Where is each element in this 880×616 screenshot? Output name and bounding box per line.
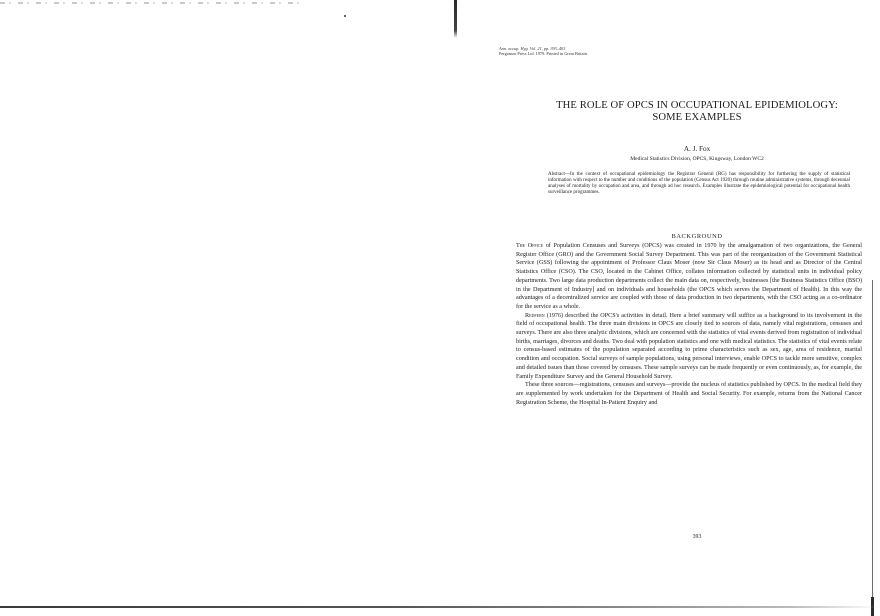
abstract <box>548 172 850 196</box>
abstract-label: Abstract <box>548 172 565 177</box>
body-paragraph-1 <box>516 242 862 312</box>
body-paragraph-2 <box>516 312 862 382</box>
page-edge-line <box>872 280 873 616</box>
paragraph-1-text: of Population Censuses and Surveys (OPCS) was created in 1970 by the amalgamation of two organizations, the General Register Office (GRO) and the Government Social Survey Department. This was part of the reorganization of the Government Statistical Service (GSS) following the appointment of Professor Claus Moser (now Sir Claus Moser) as its head and as Director of the Central Statistics Office (CSO). The CSO, located in the Cabinet Office, collates information collected by statistical units in individual policy departments. Two large data production departments collect the main data on, respectively, businesses [the Business Statistics Office (BSO) in the Department of Industry] and on individuals and households (the OPCS which serves the Department of Health). In this way the advantages of a decentralized service are coupled with those of data production in two departments, with the CSO acting as a co-ordinator for the service as a whole. <box>516 243 862 310</box>
journal-citation <box>499 46 669 57</box>
scan-bottom-edge <box>0 606 880 608</box>
abstract-text: —In the context of occupational epidemiology the Registrar General (RG) has responsibility for furthering the supply of statistical information with respect to the number and conditions of the population (Census Act 1920) through routine administrative systems, through decennial analyses of mortality by occupation and area, and through ad hoc research. Examples illustrate the epidemiological potential for occupational health surveillance programmes. <box>548 172 850 196</box>
scan-speck <box>344 15 346 17</box>
paragraph-2-lead: Redfern <box>525 312 545 319</box>
citation-line-1: Ann. occup. Hyg. Vol. 21, pp. 393–403 <box>499 46 566 51</box>
author-name: A. J. Fox <box>683 145 711 153</box>
book-gutter-shadow <box>454 0 457 38</box>
author-affiliation: Medical Statistics Division, OPCS, Kingsway, London WC2 <box>630 156 764 162</box>
title-line-2: SOME EXAMPLES <box>652 112 742 124</box>
body-paragraph-3: These three sources—registrations, censuses and surveys—provide the nucleus of statistics published by OPCS. In the medical field they are supplemented by work undertaken for the Department of Health and Social Security. For example, returns from the National Cancer Registration Scheme, the Hospital In-Patient Enquiry and <box>516 382 862 406</box>
citation-line-2: Pergamon Press Ltd. 1979. Printed in Great Britain <box>499 51 587 57</box>
scan-edge-noise <box>0 2 300 4</box>
page-number: 393 <box>692 534 702 540</box>
article-body <box>516 242 862 407</box>
article-title <box>512 100 880 124</box>
paragraph-1-lead: The Office <box>516 243 544 249</box>
paragraph-2-text: (1976) described the OPCS's activities in detail. Here a brief summary will suffice as a background to its involvement in the field of occupational health. The three main divisions in OPCS are closely tied to sources of data, namely vital registrations, censuses and surveys. There are also three analytic divisions, which are concerned with the statistics of vital events derived from registration of individual births, marriages, divorces and deaths. Two deal with population statistics and one with medical statistics. The statistics of vital events relate to census-based estimates of the population separated according to prime characteristics such as sex, age, area of residence, marital condition and occupation. Social surveys of sample populations, using personal interviews, enable OPCS to tackle more sensitive, complex and detailed issues than those covered by censuses. These sample surveys can be made frequently or even continuously, as, for example, the Family Expenditure Survey and the General Household Survey. <box>516 312 862 380</box>
section-heading-background: BACKGROUND <box>671 233 723 240</box>
title-line-1: THE ROLE OF OPCS IN OCCUPATIONAL EPIDEMIOLOGY: <box>556 100 838 111</box>
